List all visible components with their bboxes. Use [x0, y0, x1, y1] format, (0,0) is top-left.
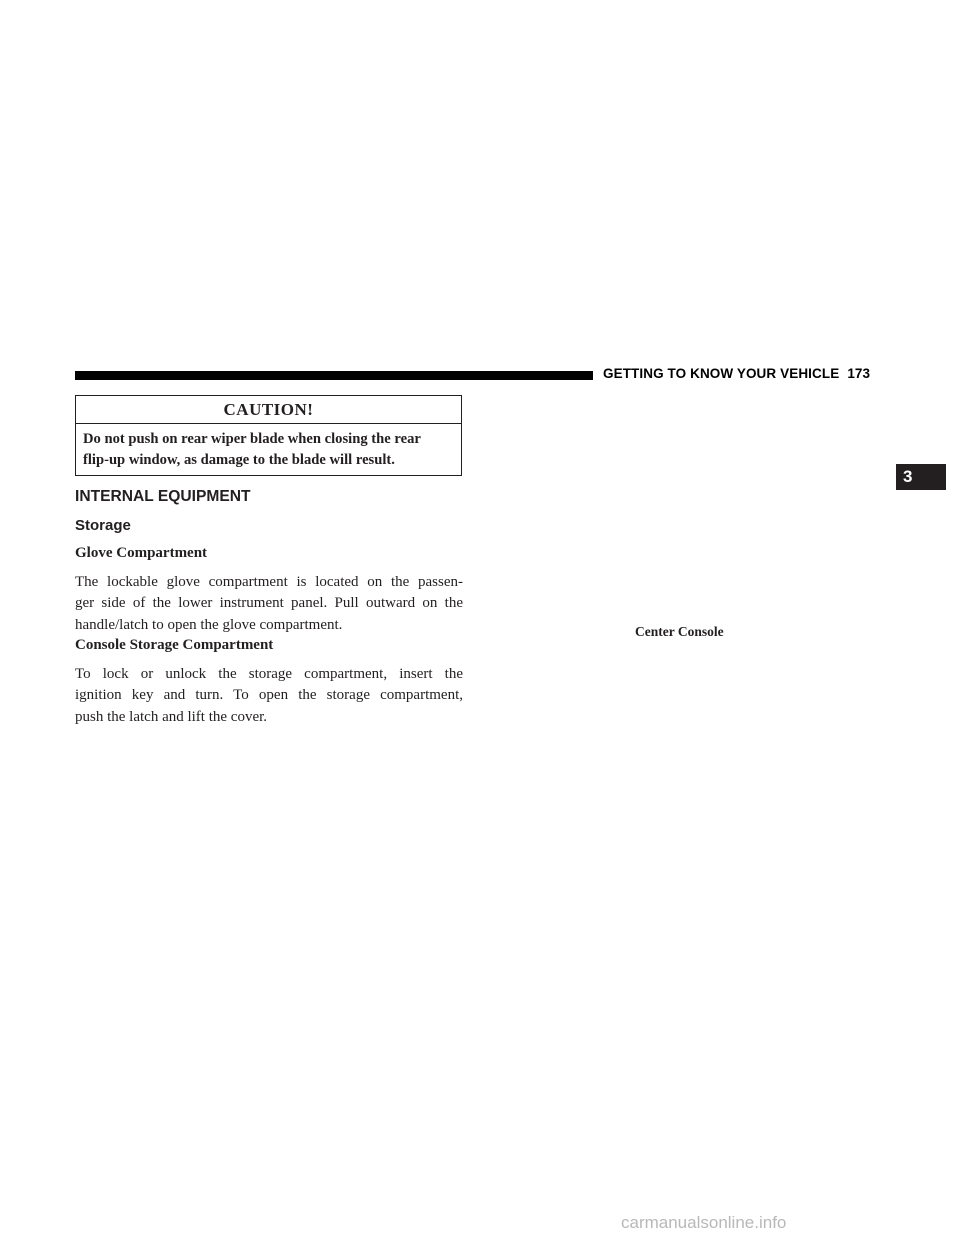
- item-heading-console-storage: Console Storage Compartment: [75, 637, 274, 653]
- chapter-tab: 3: [896, 464, 946, 490]
- paragraph-glove-compartment: [75, 572, 463, 636]
- paragraph-line: ger side of the lower instrument panel. Pull outward on the: [75, 595, 463, 612]
- caution-line: Do not push on rear wiper blade when closing the rear: [83, 431, 421, 447]
- paragraph-line: handle/latch to open the glove compartment.: [75, 616, 343, 633]
- paragraph-line: To lock or unlock the storage compartment, insert the: [75, 666, 463, 682]
- paragraph-line: ignition key and turn. To open the storage compartment,: [75, 687, 463, 704]
- subsection-heading: Storage: [75, 517, 131, 534]
- caution-line: flip-up window, as damage to the blade will result.: [83, 452, 395, 468]
- paragraph-console-storage: [75, 664, 463, 728]
- header-rule: [75, 371, 593, 380]
- figure-caption: Center Console: [635, 624, 724, 639]
- caution-box: [75, 395, 462, 476]
- paragraph-line: The lockable glove compartment is located on the passen-: [75, 574, 463, 590]
- item-heading-glove-compartment: Glove Compartment: [75, 545, 208, 561]
- running-header: [603, 366, 870, 381]
- caution-body: [76, 424, 461, 471]
- section-heading: INTERNAL EQUIPMENT: [75, 488, 251, 505]
- page-number: 173: [847, 366, 871, 381]
- watermark: carmanualsonline.info: [621, 1213, 787, 1232]
- caution-title: CAUTION!: [76, 396, 461, 424]
- running-header-title: GETTING TO KNOW YOUR VEHICLE: [603, 366, 840, 381]
- paragraph-line: push the latch and lift the cover.: [75, 708, 268, 725]
